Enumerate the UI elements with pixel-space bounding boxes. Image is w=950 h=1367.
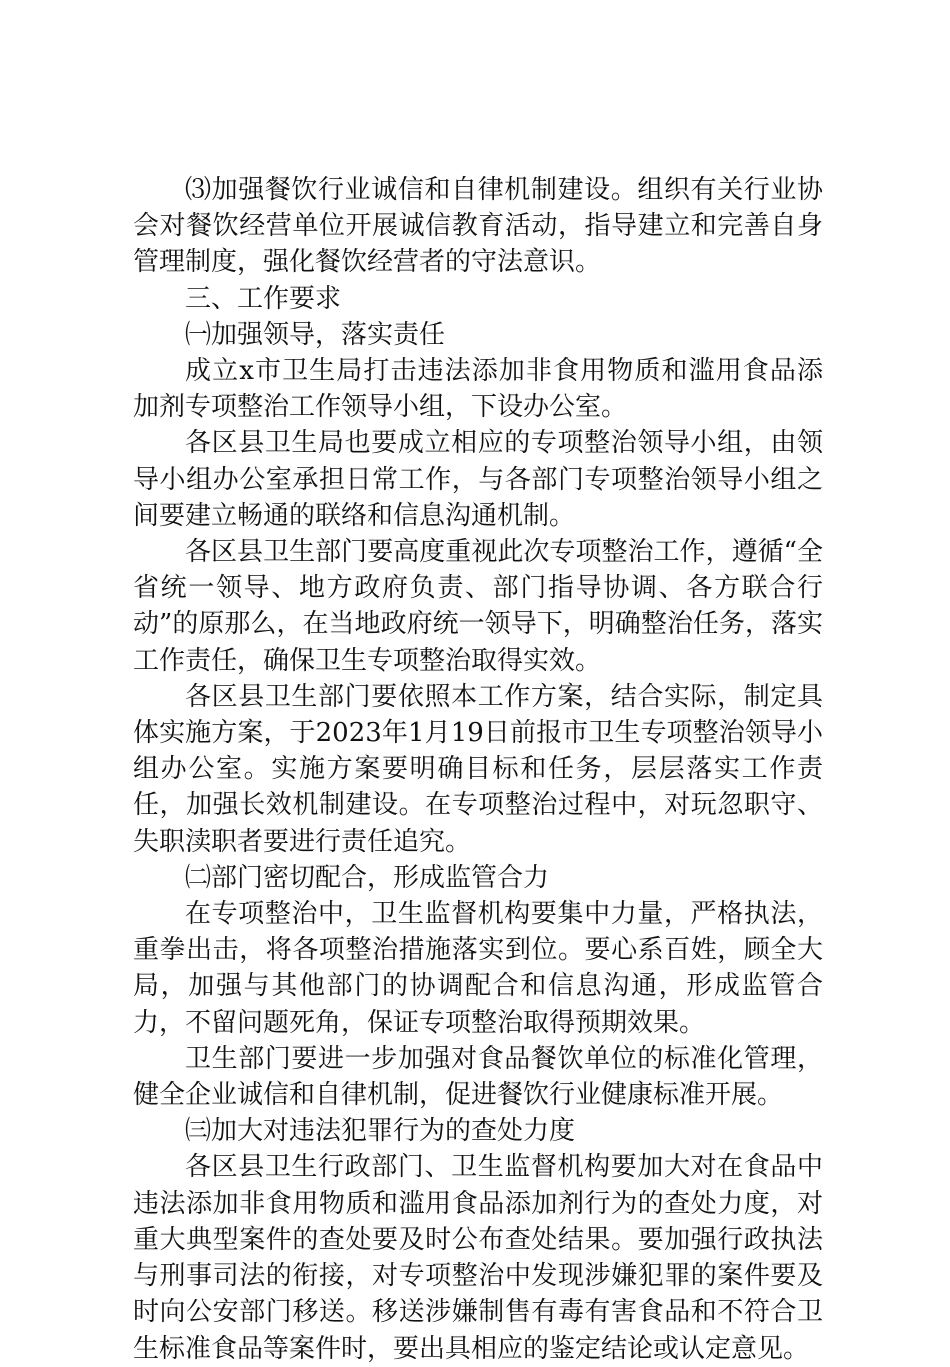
paragraph-self-discipline: ⑶加强餐饮行业诚信和自律机制建设。组织有关行业协会对餐饮经营单位开展诚信教育活动，指导建立和完善自身管理制度，强化餐饮经营者的守法意识。 [133,175,823,278]
paragraph-standardized-management: 卫生部门要进一步加强对食品餐饮单位的标准化管理，健全企业诚信和自律机制，促进餐饮行业健康标准开展。 [133,1043,823,1111]
paragraph-district-groups: 各区县卫生局也要成立相应的专项整治领导小组，由领导小组办公室承担日常工作，与各部门专项整治领导小组之间要建立畅通的联络和信息沟通机制。 [133,428,823,531]
paragraph-implementation-plan: 各区县卫生部门要依照本工作方案，结合实际，制定具体实施方案，于2023年1月19日前报市卫生专项整治领导小组办公室。实施方案要明确目标和任务，层层落实工作责任，加强长效机制建设。在专项整治过程中，对玩忽职守、失职渎职者要进行责任追究。 [133,681,823,857]
paragraph-investigation: 各区县卫生行政部门、卫生监督机构要加大对在食品中违法添加非食用物质和滥用食品添加剂行为的查处力度，对重大典型案件的查处要及时公布查处结果。要加强行政执法与刑事司法的衔接，对专项整治中发现涉嫌犯罪的案件要及时向公安部门移送。移送涉嫌制售有毒有害食品和不符合卫生标准食品等案件时，要出具相应的鉴定结论或认定意见。 [133,1152,823,1364]
subheading-crackdown: ㈢加大对违法犯罪行为的查处力度 [185,1116,576,1147]
subheading-cooperation: ㈡部门密切配合，形成监管合力 [185,862,550,893]
paragraph-supervision-force: 在专项整治中，卫生监督机构要集中力量，严格执法，重拳出击，将各项整治措施落实到位。要心系百姓，顾全大局，加强与其他部门的协调配合和信息沟通，形成监管合力，不留问题死角，保证专项整治取得预期效果。 [133,899,823,1038]
paragraph-leading-group: 成立x市卫生局打击违法添加非食用物质和滥用食品添加剂专项整治工作领导小组，下设办公室。 [133,356,823,423]
document-body [133,172,823,1367]
subheading-leadership: ㈠加强领导，落实责任 [185,319,446,350]
section-heading-work-requirements: 三、工作要求 [185,283,342,314]
paragraph-attach-importance: 各区县卫生部门要高度重视此次专项整治工作，遵循“全省统一领导、地方政府负责、部门指导协调、各方联合行动”的原那么，在当地政府统一领导下，明确整治任务，落实工作责任，确保卫生专项整治取得实效。 [133,537,823,676]
